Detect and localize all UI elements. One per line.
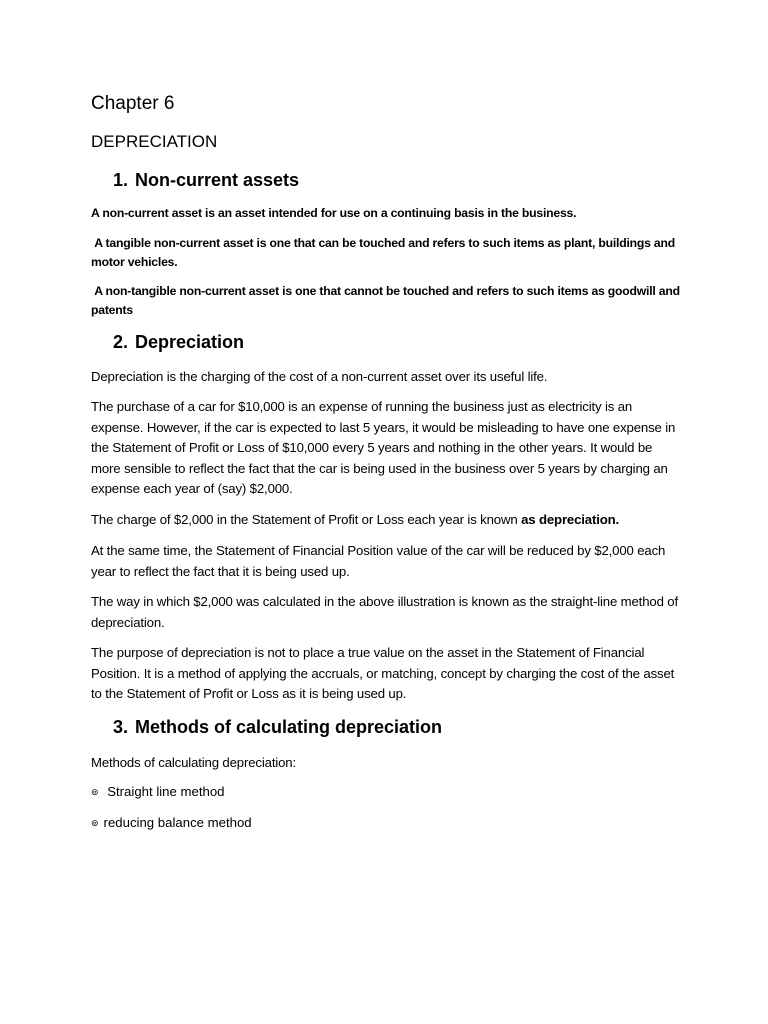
section-title: Non-current assets bbox=[135, 170, 300, 190]
section-number: 1. bbox=[113, 170, 129, 190]
paragraph: Depreciation is the charging of the cost of a non-current asset over its useful life. bbox=[91, 369, 548, 384]
chapter-label: Chapter 6 bbox=[91, 93, 175, 114]
paragraph: A non-current asset is an asset intended for use on a continuing basis in the business. bbox=[91, 206, 577, 220]
list-item bbox=[91, 784, 225, 799]
section-title: Depreciation bbox=[135, 332, 245, 352]
section-heading-non-current-assets bbox=[113, 170, 299, 191]
paragraph: At the same time, the Statement of Financial Position value of the car will be reduced by $2,000 each year to reflect the fact that it is being used up. bbox=[91, 543, 666, 579]
chapter-title: DEPRECIATION bbox=[91, 132, 218, 151]
paragraph: The way in which $2,000 was calculated in the above illustration is known as the straight-line method of depreciation. bbox=[91, 594, 678, 630]
list-item bbox=[91, 815, 252, 830]
bullet-icon: ⊚ bbox=[91, 819, 99, 829]
emphasis-text: as depreciation. bbox=[521, 512, 620, 527]
section-title: Methods of calculating depreciation bbox=[135, 717, 443, 737]
paragraph: A tangible non-current asset is one that can be touched and refers to such items as plant, buildings and motor vehicles. bbox=[91, 236, 679, 269]
bullet-icon: ⊚ bbox=[91, 788, 99, 798]
list-item-text: reducing balance method bbox=[103, 815, 252, 830]
paragraph: Methods of calculating depreciation: bbox=[91, 755, 296, 770]
paragraph: The purpose of depreciation is not to place a true value on the asset in the Statement of Financial Position. It is a method of applying the accruals, or matching, concept by charging the cost of the asset to the Statement of Profit or Loss as it is being used up. bbox=[91, 645, 675, 702]
section-heading-depreciation bbox=[113, 332, 244, 353]
section-number: 3. bbox=[113, 717, 129, 737]
section-number: 2. bbox=[113, 332, 129, 352]
paragraph: The purchase of a car for $10,000 is an expense of running the business just as electricity is an expense. However, if the car is expected to last 5 years, it would be misleading to have one expense in the Statement of Profit or Loss of $10,000 every 5 years and nothing in the other years. It would be more sensible to reflect the fact that the car is being used in the business over 5 years by charging an expense each year of (say) $2,000. bbox=[91, 399, 676, 497]
paragraph bbox=[91, 510, 681, 531]
section-heading-methods bbox=[113, 717, 442, 738]
list-item-text: Straight line method bbox=[103, 784, 225, 799]
paragraph-text: The charge of $2,000 in the Statement of Profit or Loss each year is known bbox=[91, 512, 522, 527]
paragraph: A non-tangible non-current asset is one that cannot be touched and refers to such items as goodwill and patents bbox=[91, 284, 684, 317]
